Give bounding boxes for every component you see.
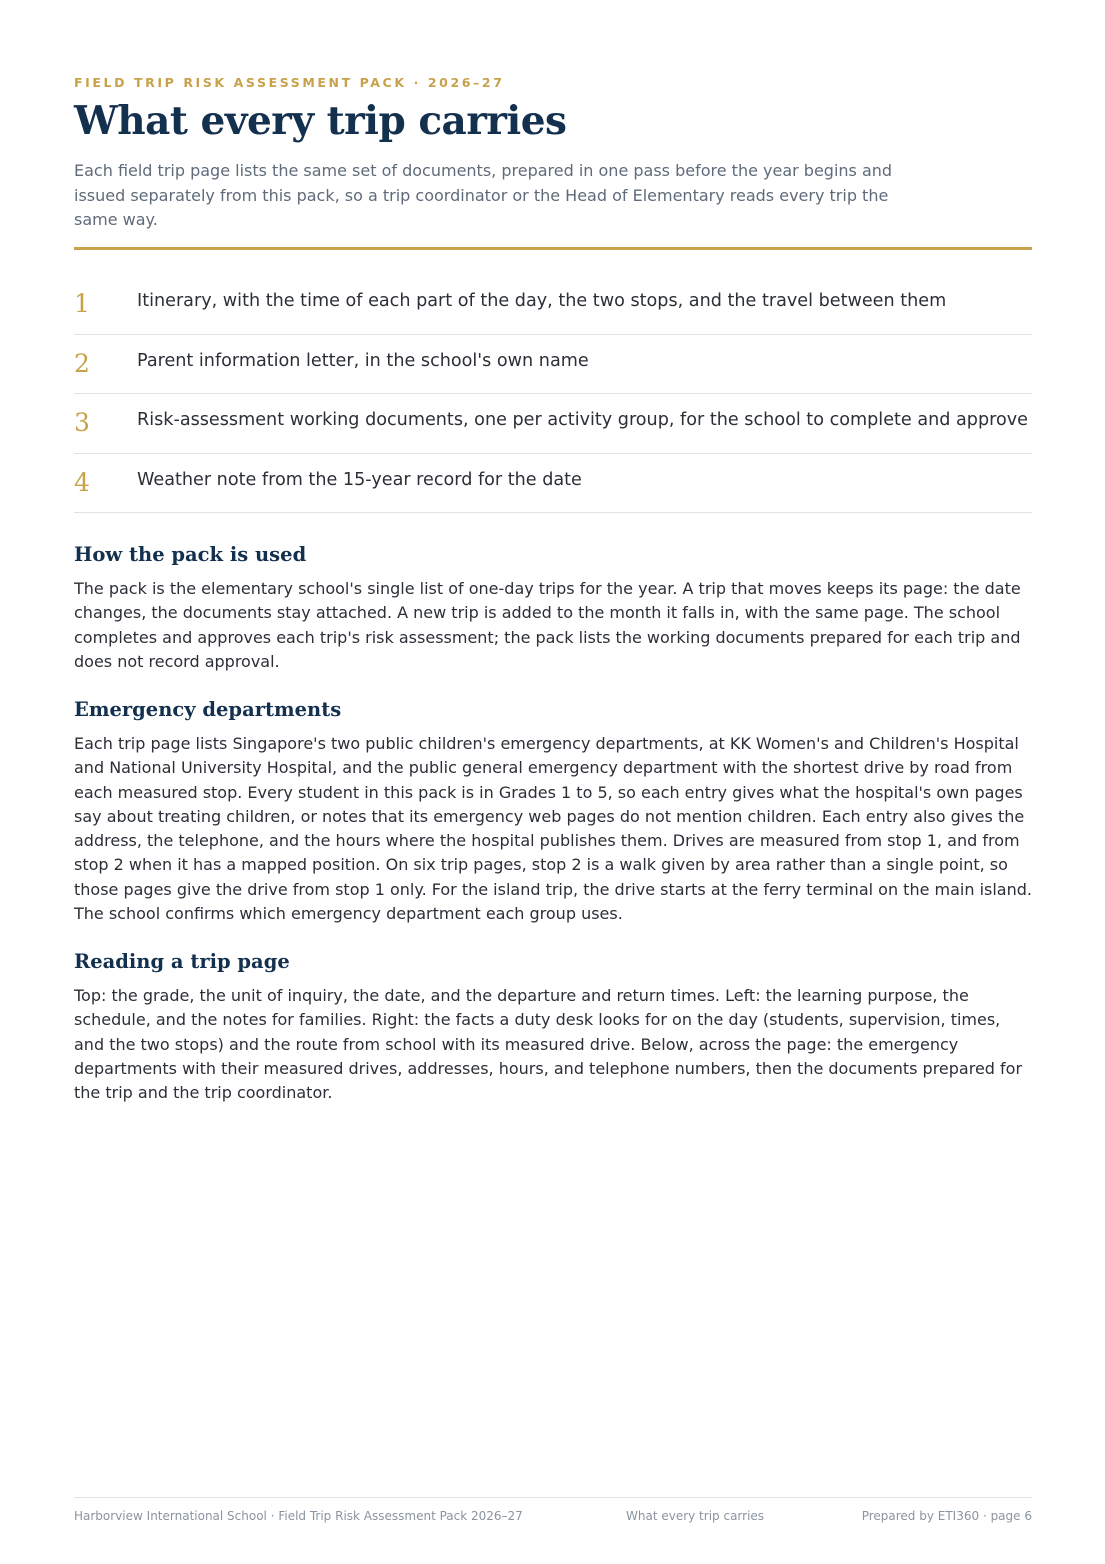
document-number: 4 bbox=[74, 467, 90, 497]
section-heading: How the pack is used bbox=[74, 543, 307, 566]
page-title: What every trip carries bbox=[74, 98, 567, 144]
section-body: The pack is the elementary school's single list of one-day trips for the year. A trip that moves keeps its page: the date changes, the documents stay attached. A new trip is added to the month it falls in, with the same page. The school completes and approves each trip's risk assessment; the pack lists the working documents prepared for each trip and does not record approval. bbox=[74, 579, 1021, 671]
footer-divider bbox=[74, 1497, 1032, 1498]
document-text: Weather note from the 15-year record for the date bbox=[137, 469, 582, 490]
footer-page-number: Prepared by ETI360 · page 6 bbox=[861, 1509, 1032, 1523]
section-heading: Emergency departments bbox=[74, 698, 342, 721]
document-item-risk-assessment bbox=[74, 395, 1032, 454]
document-text: Parent information letter, in the school's own name bbox=[137, 350, 589, 371]
document-number: 2 bbox=[74, 348, 90, 378]
document-text: Risk-assessment working documents, one per activity group, for the school to complete and approve bbox=[137, 410, 1028, 430]
section-reading-trip-page bbox=[74, 949, 1032, 1105]
document-text: Itinerary, with the time of each part of the day, the two stops, and the travel between them bbox=[137, 291, 947, 311]
document-item-weather-note bbox=[74, 455, 1032, 514]
footer-school-name: Harborview International School · Field Trip Risk Assessment Pack 2026–27 bbox=[74, 1509, 523, 1523]
document-number: 3 bbox=[74, 408, 90, 437]
section-emergency-departments bbox=[74, 697, 1032, 926]
section-heading: Reading a trip page bbox=[74, 950, 290, 973]
intro-paragraph: Each field trip page lists the same set of documents, prepared in one pass before the year begins and issued separately from this pack, so a trip coordinator or the Head of Elementary reads every trip the same way. bbox=[74, 161, 893, 229]
footer-section-title: What every trip carries bbox=[626, 1509, 765, 1523]
document-item-parent-letter bbox=[74, 336, 1032, 395]
section-how-pack-used bbox=[74, 542, 1032, 674]
pack-eyebrow: FIELD TRIP RISK ASSESSMENT PACK · 2026–27 bbox=[74, 75, 505, 90]
document-list bbox=[74, 276, 1032, 514]
document-item-itinerary bbox=[74, 276, 1032, 335]
gold-divider bbox=[74, 247, 1032, 250]
section-body: Each trip page lists Singapore's two public children's emergency departments, at KK Women's and Children's Hospital and National University Hospital, and the public general emergency department with the shortest drive by road from each measured stop. Every student in this pack is in Grades 1 to 5, so each entry gives what the hospital's own pages say about treating children, or notes that its emergency web pages do not mention children. Each entry also gives the address, the telephone, and the hours where the hospital publishes them. Drives are measured from stop 1, and from stop 2 when it has a mapped position. On six trip pages, stop 2 is a walk given by area rather than a single point, so those pages give the drive from stop 1 only. For the island trip, the drive starts at the ferry terminal on the main island. The school confirms which emergency department each group uses. bbox=[74, 734, 1032, 924]
document-number: 1 bbox=[74, 289, 90, 318]
section-body: Top: the grade, the unit of inquiry, the date, and the departure and return times. Left: the learning purpose, the schedule, and the notes for families. Right: the facts a duty desk looks for on the day (students, supervision, times, and the two stops) and the route from school with its measured drive. Below, across the page: the emergency departments with their measured drives, addresses, hours, and telephone numbers, then the documents prepared for the trip and the trip coordinator. bbox=[74, 986, 1023, 1103]
